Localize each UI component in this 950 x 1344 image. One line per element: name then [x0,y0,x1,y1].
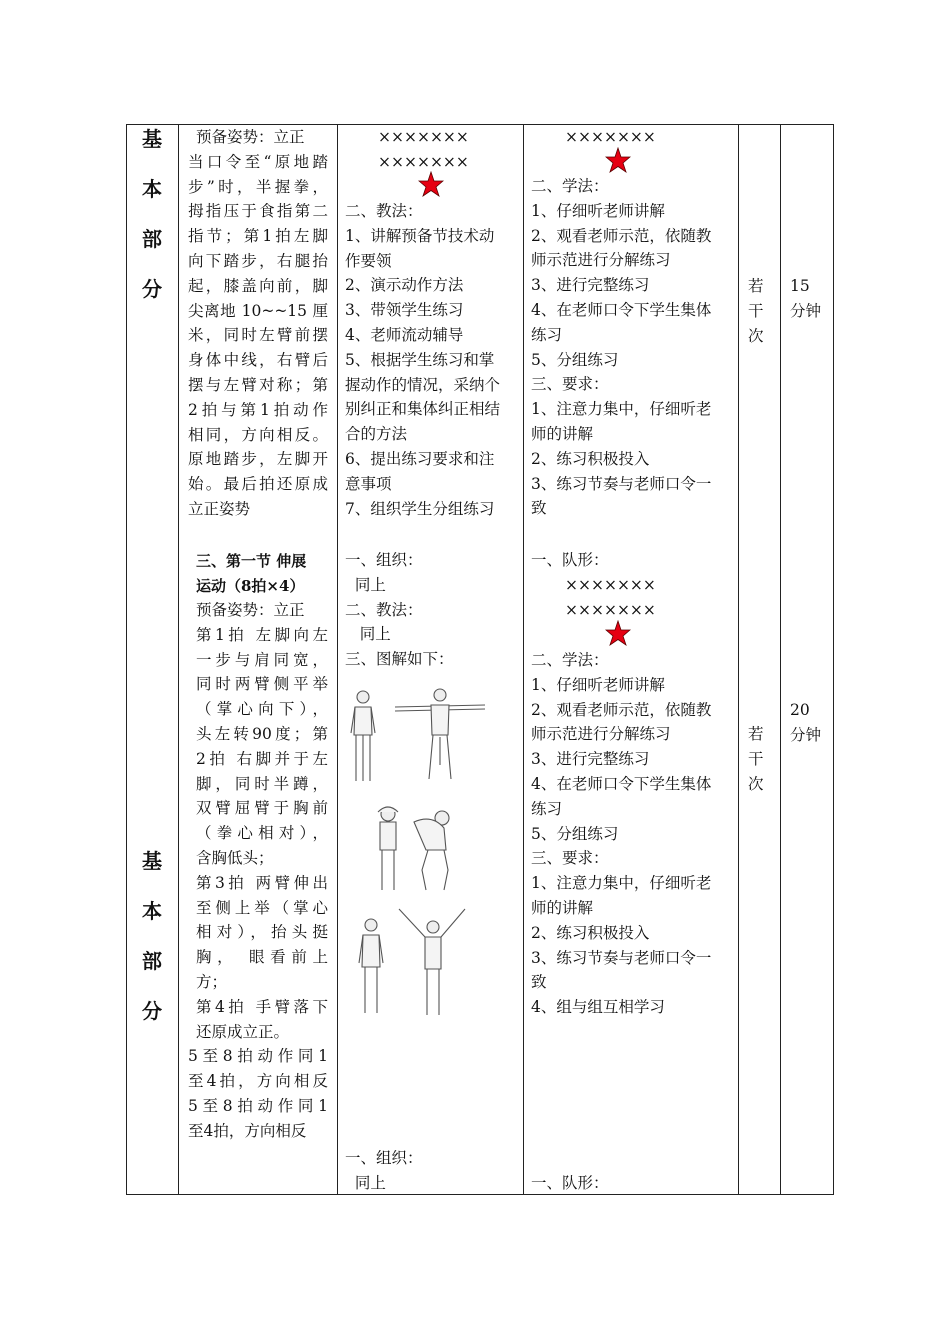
section-char: 基 [142,849,162,873]
formation-label: 一、队形： [531,551,609,569]
column-divider [337,124,338,1195]
exercise-description-marching: 预备姿势：立正 当口令至“原地踏 步”时，半握拳， 拇指压于食指第二 指节；第1拍左脚 向下踏步，右腿抬 起，膝盖向前，脚 尖离地 10~~15 厘 米，同时左臂前摆 身体中线，右臂后 摆与左臂对称；第 2拍与第1拍动作 相同，方向相反。 原地踏步，左脚开 始。最后拍还原成 立正姿势 [188,128,328,518]
star-icon [418,171,444,197]
section-char: 部 [142,227,162,251]
star-icon [605,620,631,646]
section-char: 基 [142,127,162,151]
star-icon [605,147,631,173]
column-divider [523,124,524,1195]
duration: 20 分钟 [790,701,822,744]
formation-grid: ××××××× ××××××× [565,576,656,619]
column-divider [780,124,781,1195]
exercise-title-stretch: 三、第一节 伸展 运动（8拍×4） [196,552,307,595]
exercise-description-stretch: 预备姿势：立正 第1拍 左脚向左 一步与肩同宽， 同时两臂侧平举 （掌心向下）， 头左转90度；第 2拍 右脚并于左 脚，同时半蹲， 双臂屈臂于胸前 （拳心相对）， 含胸低头； 第3拍 两臂伸出 至侧上举（掌心 相对），抬头挺 胸， 眼看前上 方； 第4拍 手臂落下 还原成立正。 5至8拍动作同1 至4拍，方向相反 5至8拍动作同1 至4拍，方向相反 [188,601,328,1140]
section-char: 本 [142,177,162,201]
formation-grid: ××××××× [565,128,656,146]
column-divider [738,124,739,1195]
formation-label: 一、队形： [531,1174,609,1192]
section-char: 本 [142,899,162,923]
column-divider [178,124,179,1195]
exercise-figure [355,905,470,1020]
section-char: 部 [142,949,162,973]
exercise-figure [370,800,470,895]
exercise-figure [345,685,495,785]
section-char: 分 [142,999,162,1023]
duration: 15 分钟 [790,277,822,320]
learning-method-2: 二、学法： 1、仔细听老师讲解 2、观看老师示范，依随教 师示范进行分解练习 3、进行完整练习 4、在老师口令下学生集体 练习 5、分组练习 三、要求： 1、注意力集中，仔细听老 师的讲解 2、练习积极投入 3、练习节奏与老师口令一 致 4、组与组互相学习 [531,651,712,1017]
repetition-count: 若 干 次 [748,725,764,793]
learning-method-1: 二、学法： 1、仔细听老师讲解 2、观看老师示范，依随教 师示范进行分解练习 3、进行完整练习 4、在老师口令下学生集体 练习 5、分组练习 三、要求： 1、注意力集中，仔细听老 师的讲解 2、练习积极投入 3、练习节奏与老师口令一 致 [531,177,712,518]
teaching-method-3: 一、组织： 同上 [345,1149,423,1192]
formation-grid: ××××××× ××××××× [378,128,469,171]
teaching-method-2: 一、组织： 同上 二、教法： 同上 三、图解如下： [345,551,454,669]
repetition-count: 若 干 次 [748,277,764,345]
section-char: 分 [142,277,162,301]
teaching-method-1: 二、教法： 1、讲解预备节技术动 作要领 2、演示动作方法 3、带领学生练习 4、老师流动辅导 5、根据学生练习和掌 握动作的情况，采纳个 别纠正和集体纠正相结 合的方法 6、提出练习要求和注 意事项 7、组织学生分组练习 [345,202,501,518]
